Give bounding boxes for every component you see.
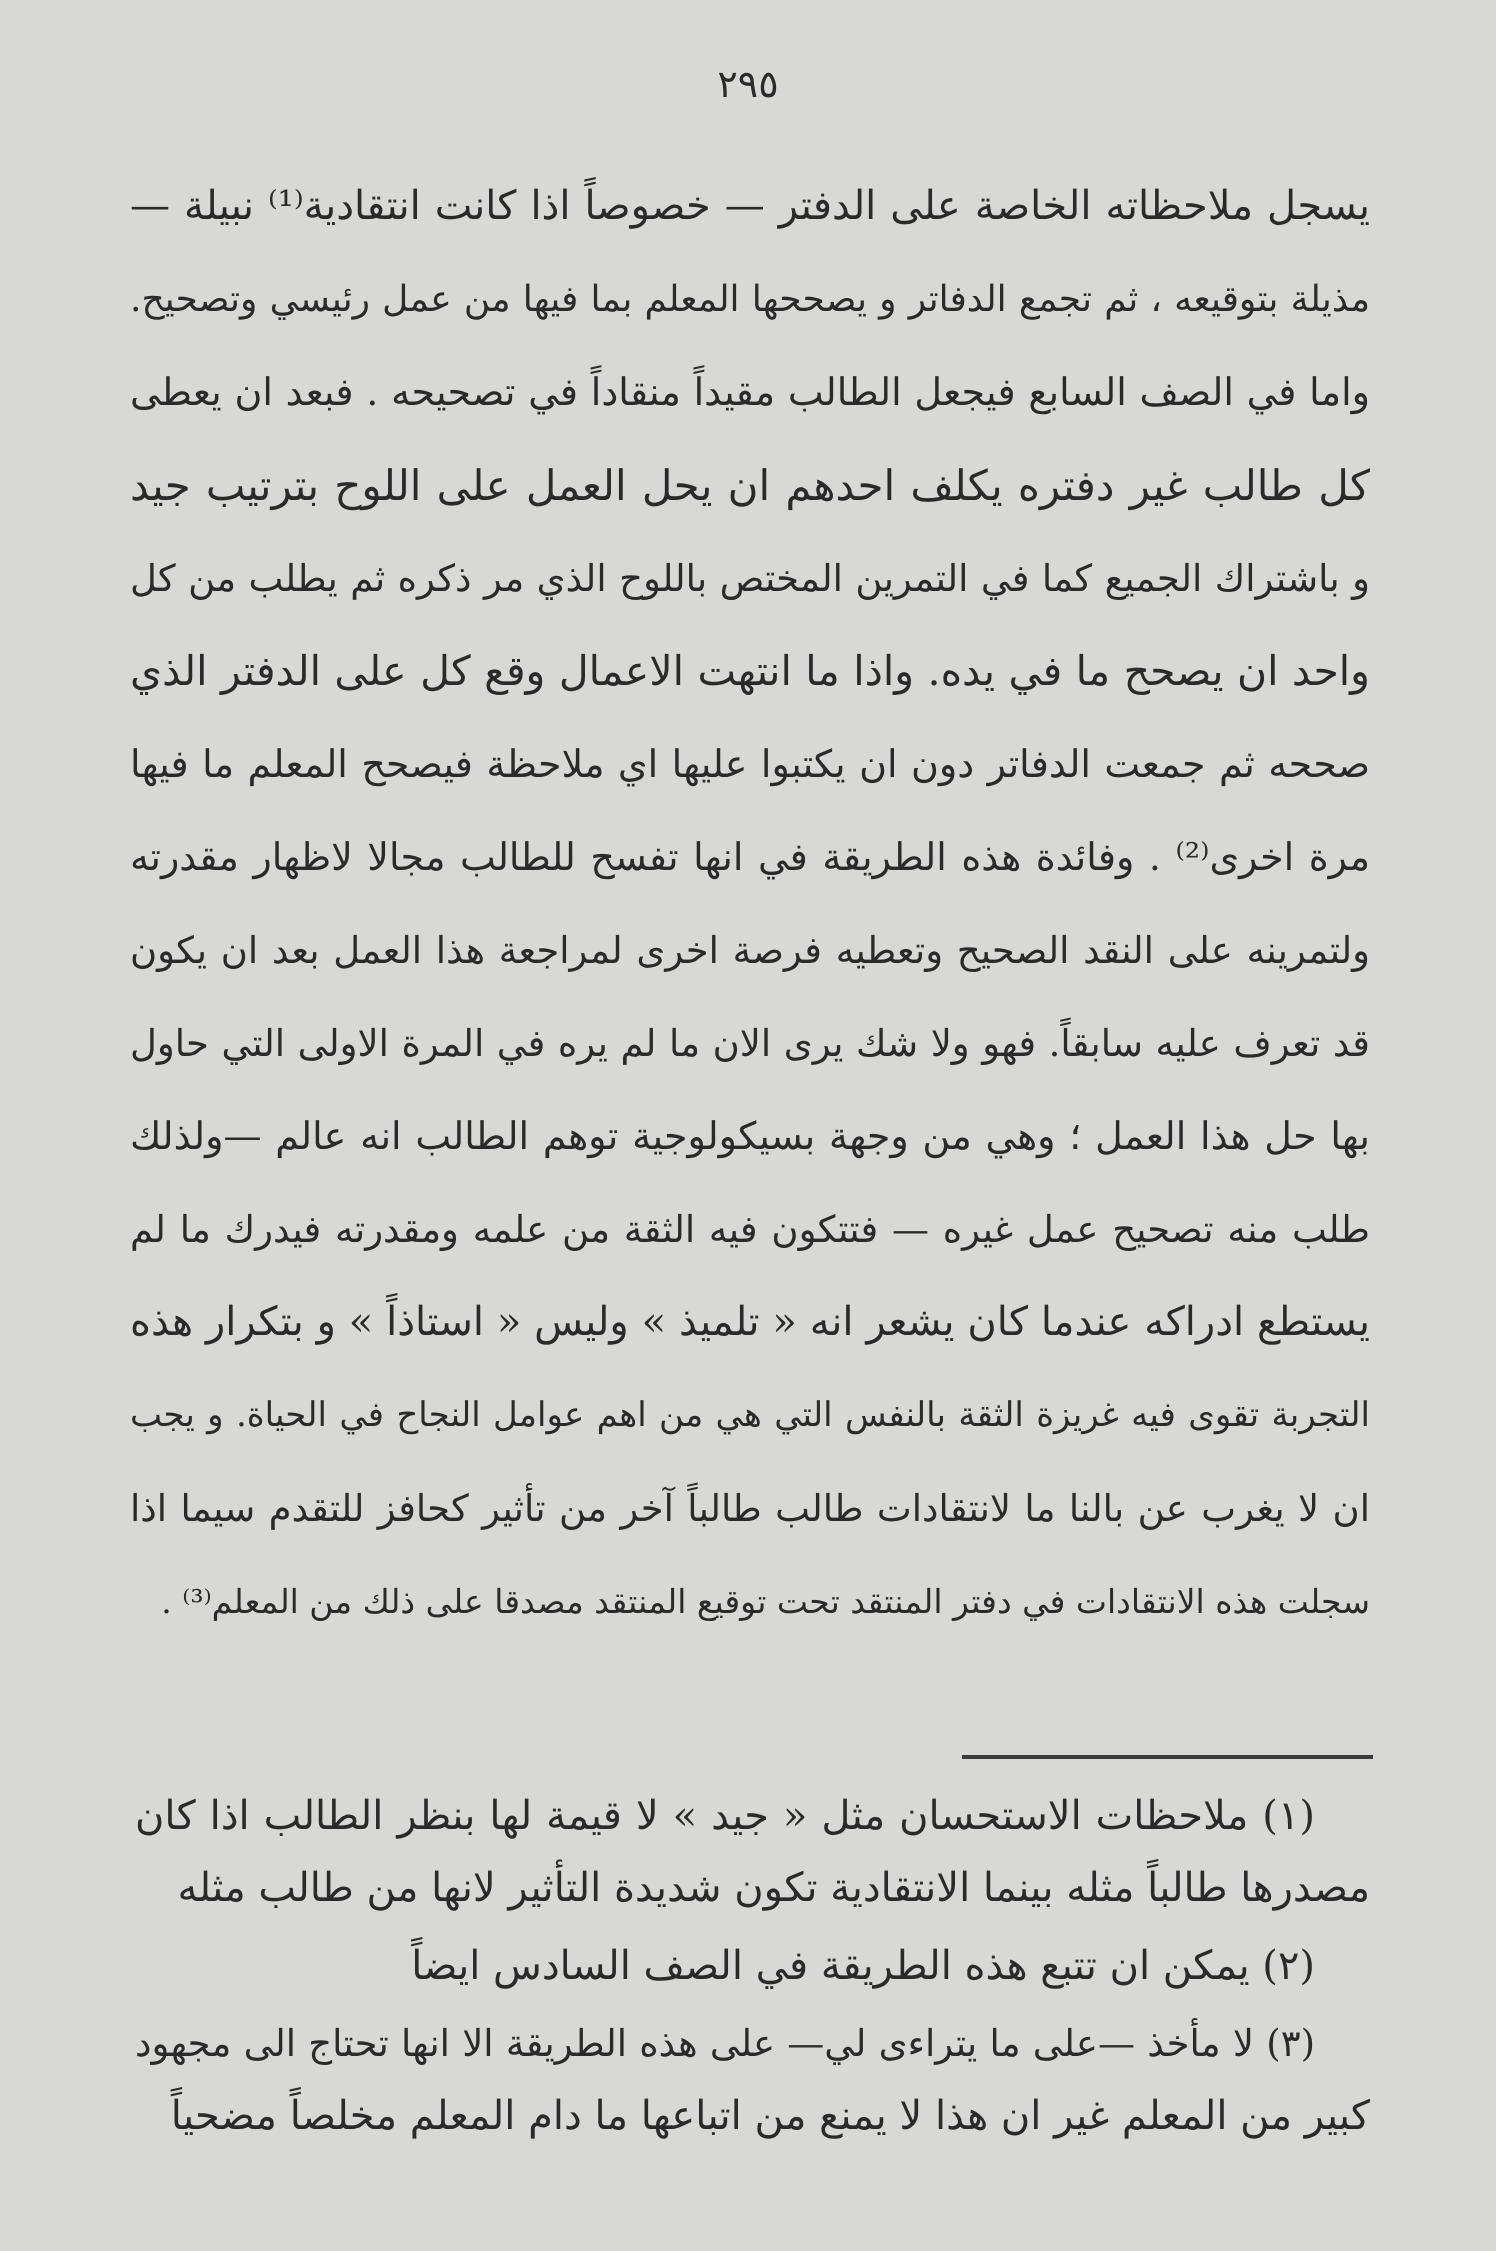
text-line: مرة اخرى⁽²⁾ . وفائدة هذه الطريقة في انها تفسح للطالب مجالا لاظهار مقدرته	[130, 835, 1370, 879]
footnote-separator	[962, 1755, 1373, 1759]
text-line: بها حل هذا العمل ؛ وهي من وجهة بسيكولوجية توهم الطالب انه عالم —ولذلك	[130, 1114, 1370, 1158]
footnotes	[135, 1780, 1370, 2152]
text-line: ولتمرينه على النقد الصحيح وتعطيه فرصة اخرى لمراجعة هذا العمل بعد ان يكون	[130, 929, 1370, 972]
footnote-1-continuation: مصدرها طالباً مثله بينما الانتقادية تكون شديدة التأثير لانها من طالب مثله	[177, 1865, 1370, 1911]
footnote-3: (٣) لا مأخذ —على ما يتراءى لي— على هذه الطريقة الا انها تحتاج الى مجهود	[135, 2022, 1315, 2065]
footnote-3-continuation: كبير من المعلم غير ان هذا لا يمنع من اتباعها ما دام المعلم مخلصاً مضحياً	[170, 2093, 1370, 2139]
body-paragraph	[130, 160, 1370, 1648]
text-line: و باشتراك الجميع كما في التمرين المختص باللوح الذي مر ذكره ثم يطلب من كل	[130, 557, 1370, 600]
text-line: طلب منه تصحيح عمل غيره — فتتكون فيه الثقة من علمه ومقدرته فيدرك ما لم	[130, 1208, 1370, 1251]
text-line: يستطع ادراكه عندما كان يشعر انه « تلميذ » وليس « استاذاً » و بتكرار هذه	[130, 1299, 1370, 1345]
text-line: كل طالب غير دفتره يكلف احدهم ان يحل العمل على اللوح بترتيب جيد	[130, 461, 1370, 510]
text-line: التجربة تقوى فيه غريزة الثقة بالنفس التي هي من اهم عوامل النجاح في الحياة. و يجب	[130, 1395, 1370, 1435]
text-line: سجلت هذه الانتقادات في دفتر المنتقد تحت توقيع المنتقد مصدقا على ذلك من المعلم⁽³⁾ .	[161, 1582, 1370, 1621]
footnote-1: (١) ملاحظات الاستحسان مثل « جيد » لا قيمة لها بنظر الطالب اذا كان	[135, 1793, 1315, 1839]
text-line: واحد ان يصحح ما في يده. واذا ما انتهت الاعمال وقع كل على الدفتر الذي	[130, 647, 1370, 695]
text-line: يسجل ملاحظاته الخاصة على الدفتر — خصوصاً اذا كانت انتقادية⁽¹⁾ نبيلة —	[130, 183, 1370, 229]
text-line: صححه ثم جمعت الدفاتر دون ان يكتبوا عليها اي ملاحظة فيصحح المعلم ما فيها	[130, 742, 1370, 786]
text-line: واما في الصف السابع فيجعل الطالب مقيداً منقاداً في تصحيحه . فبعد ان يعطى	[130, 370, 1370, 414]
text-line: قد تعرف عليه سابقاً. فهو ولا شك يرى الان ما لم يره في المرة الاولى التي حاول	[130, 1022, 1370, 1065]
text-line: مذيلة بتوقيعه ، ثم تجمع الدفاتر و يصححها المعلم بما فيها من عمل رئيسي وتصحيح.	[130, 279, 1370, 320]
text-line: ان لا يغرب عن بالنا ما لانتقادات طالب طالباً آخر من تأثير كحافز للتقدم سيما اذا	[130, 1487, 1370, 1530]
page-number: ٢٩٥	[717, 62, 779, 106]
footnote-2: (٢) يمكن ان تتبع هذه الطريقة في الصف السادس ايضاً	[411, 1943, 1315, 1989]
